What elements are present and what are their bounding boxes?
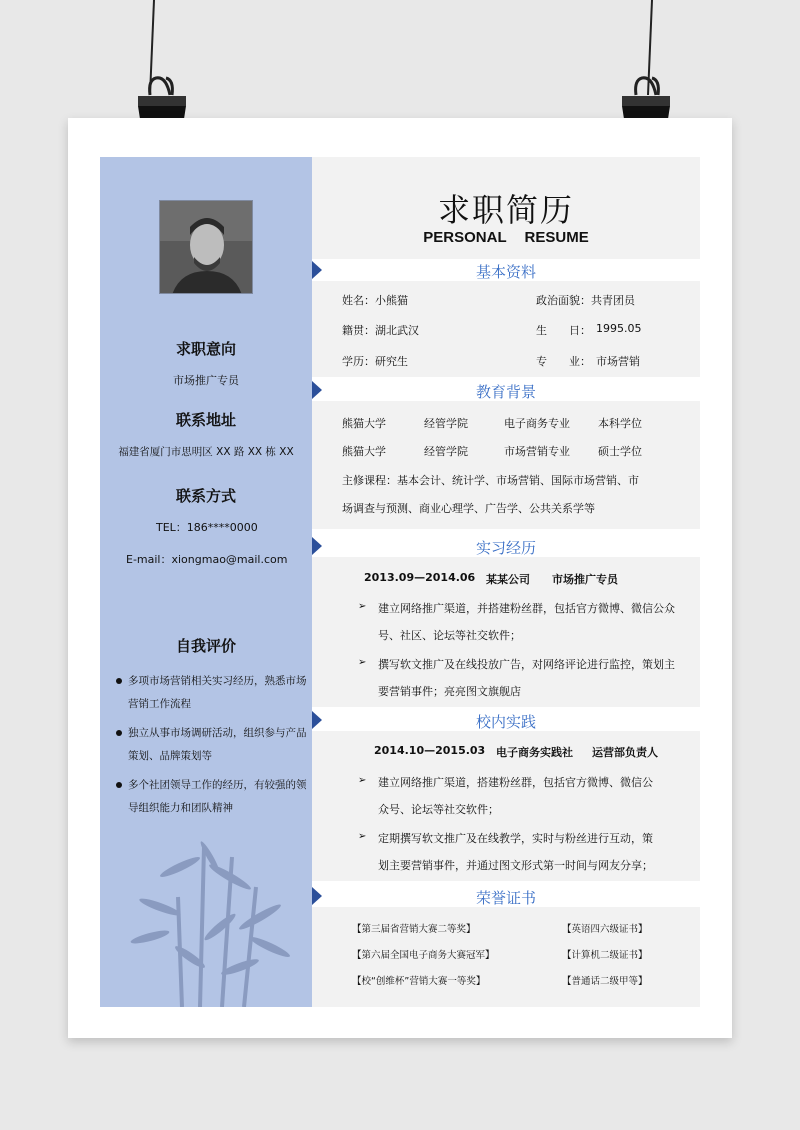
honors-section bbox=[312, 907, 700, 1007]
campus-item-1-line-1: 建立网络推广渠道，搭建粉丝群，包括官方微博、微信公 bbox=[378, 776, 653, 789]
political-field: 政治面貌：共青团员 bbox=[536, 294, 635, 307]
main-content bbox=[312, 157, 700, 1007]
edu-major: 电子商务专业 bbox=[504, 417, 570, 430]
list-item: 独立从事市场调研活动，组织参与产品策划、品牌策划等 bbox=[114, 722, 310, 768]
internship-item-1-line-2: 号、社区、论坛等社交软件； bbox=[378, 629, 521, 642]
objective-title: 求职意向 bbox=[175, 340, 236, 358]
internship-section bbox=[312, 557, 700, 707]
list-item: 多项市场营销相关实习经历，熟悉市场营销工作流程 bbox=[114, 670, 310, 716]
internship-header bbox=[312, 535, 700, 557]
title-box bbox=[312, 157, 700, 259]
chevron-right-icon: ➢ bbox=[358, 601, 367, 612]
birth-label: 生 日： bbox=[536, 324, 591, 337]
honor-item: 【第六届全国电子商务大赛冠军】 bbox=[352, 950, 495, 961]
education-section bbox=[312, 401, 700, 529]
certificate-item: 【英语四六级证书】 bbox=[562, 924, 648, 935]
name-field: 姓名：小熊猫 bbox=[342, 294, 408, 307]
basic-info-title: 基本资料 bbox=[475, 263, 536, 281]
phone-number: TEL：186****0000 bbox=[156, 521, 258, 534]
objective-value: 市场推广专员 bbox=[173, 374, 239, 387]
edu-degree: 硕士学位 bbox=[598, 445, 642, 458]
honors-title: 荣誉证书 bbox=[475, 889, 536, 907]
campus-role: 运营部负责人 bbox=[592, 746, 658, 759]
campus-header bbox=[312, 709, 700, 731]
page-title: 求职简历 bbox=[437, 191, 574, 229]
education-field: 学历：研究生 bbox=[342, 355, 408, 368]
address-value: 福建省厦门市思明区 XX 路 XX 栋 XX bbox=[118, 446, 294, 458]
honors-header bbox=[312, 885, 700, 907]
bamboo-decoration-icon bbox=[120, 837, 300, 1007]
self-eval-list bbox=[114, 670, 310, 826]
major-label: 专 业： bbox=[536, 355, 591, 368]
self-eval-title: 自我评价 bbox=[175, 637, 236, 655]
campus-item-2-line-2: 划主要营销事件，并通过图文形式第一时间与网友分享； bbox=[378, 859, 653, 872]
campus-title: 校内实践 bbox=[475, 713, 536, 731]
edu-college: 经管学院 bbox=[424, 417, 468, 430]
chevron-right-icon: ➢ bbox=[358, 657, 367, 668]
email-address: E-mail：xiongmao@mail.com bbox=[126, 553, 288, 566]
avatar-icon bbox=[160, 201, 253, 294]
courses-line-1: 主修课程：基本会计、统计学、市场营销、国际市场营销、市 bbox=[342, 474, 639, 487]
sidebar bbox=[100, 157, 312, 1007]
campus-item-2-line-1: 定期撰写软文推广及在线教学，实时与粉丝进行互动，策 bbox=[378, 832, 653, 845]
internship-item-2-line-1: 撰写软文推广及在线投放广告，对网络评论进行监控，策划主 bbox=[378, 658, 675, 671]
address-title: 联系地址 bbox=[175, 411, 236, 429]
edu-school: 熊猫大学 bbox=[342, 417, 386, 430]
education-header bbox=[312, 379, 700, 401]
origin-field: 籍贯：湖北武汉 bbox=[342, 324, 419, 337]
basic-info-header bbox=[312, 259, 700, 281]
list-item: 多个社团领导工作的经历，有较强的领导组织能力和团队精神 bbox=[114, 774, 310, 820]
birth-value: 1995.05 bbox=[596, 322, 642, 335]
internship-title: 实习经历 bbox=[475, 539, 536, 557]
honor-item: 【校“创维杯”营销大赛一等奖】 bbox=[352, 976, 486, 987]
edu-college: 经管学院 bbox=[424, 445, 468, 458]
edu-degree: 本科学位 bbox=[598, 417, 642, 430]
honor-item: 【第三届省营销大赛二等奖】 bbox=[352, 924, 476, 935]
education-title: 教育背景 bbox=[475, 383, 536, 401]
profile-photo bbox=[159, 200, 253, 294]
campus-item-1-line-2: 众号、论坛等社交软件； bbox=[378, 803, 499, 816]
page-subtitle: PERSONAL RESUME bbox=[423, 229, 589, 246]
campus-section bbox=[312, 731, 700, 881]
campus-org: 电子商务实践社 bbox=[496, 746, 573, 759]
edu-school: 熊猫大学 bbox=[342, 445, 386, 458]
certificate-item: 【普通话二级甲等】 bbox=[562, 976, 648, 987]
chevron-right-icon: ➢ bbox=[358, 831, 367, 842]
internship-item-1-line-1: 建立网络推广渠道，并搭建粉丝群，包括官方微博、微信公众 bbox=[378, 602, 675, 615]
internship-item-2-line-2: 要营销事件；亮亮图文旗舰店 bbox=[378, 685, 521, 698]
courses-line-2: 场调查与预测、商业心理学、广告学、公共关系学等 bbox=[342, 502, 595, 515]
chevron-right-icon: ➢ bbox=[358, 775, 367, 786]
campus-period: 2014.10—2015.03 bbox=[374, 744, 486, 757]
internship-role: 市场推广专员 bbox=[552, 573, 618, 586]
major-value: 市场营销 bbox=[596, 355, 640, 368]
certificate-item: 【计算机二级证书】 bbox=[562, 950, 648, 961]
contact-title: 联系方式 bbox=[175, 487, 236, 505]
basic-info-section bbox=[312, 281, 700, 377]
edu-major: 市场营销专业 bbox=[504, 445, 570, 458]
internship-period: 2013.09—2014.06 bbox=[364, 571, 476, 584]
internship-company: 某某公司 bbox=[486, 573, 530, 586]
